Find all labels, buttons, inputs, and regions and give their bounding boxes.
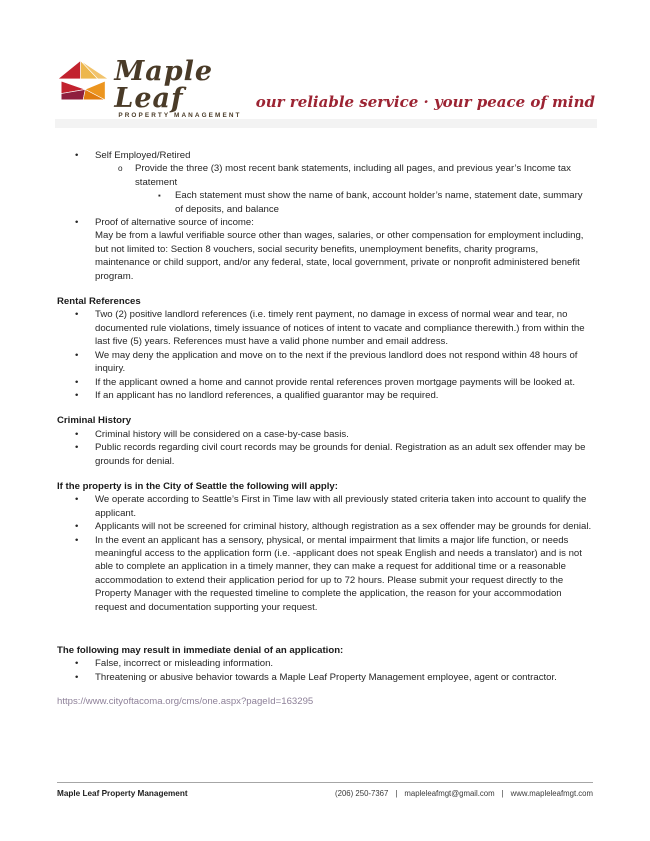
maple-leaf-house-icon <box>57 54 109 107</box>
section-heading: If the property is in the City of Seattle the following will apply: <box>57 480 338 492</box>
bullet-text: Provide the three (3) most recent bank statements, including all pages, and previous year’s Income tax statement <box>135 163 571 188</box>
document-header <box>57 54 595 119</box>
bullet-text: If an applicant has no landlord references, a qualified guarantor may be required. <box>95 389 439 401</box>
bullet-item <box>57 657 593 670</box>
bullet-item <box>57 389 593 402</box>
company-tagline: our reliable service · your peace of mind <box>255 93 595 111</box>
tacoma-rental-code-link[interactable]: https://www.cityoftacoma.org/cms/one.aspx?pageId=163295 <box>57 696 314 708</box>
section-heading: The following may result in immediate denial of an application: <box>57 645 344 656</box>
bullet-disc-icon: • <box>75 442 79 454</box>
company-logo <box>57 54 256 119</box>
footer-website[interactable]: www.mapleleafmgt.com <box>510 789 593 798</box>
document-body <box>57 149 593 709</box>
section-heading: Criminal History <box>57 415 132 427</box>
bullet-text: Two (2) positive landlord references (i.e. timely rent payment, no damage in excess of normal wear and tear, no documented rule violations, timely issuance of notices of intent to vacate and compliance therewith.) from within the last five (5) years. References must have a valid phone number and email address. <box>95 309 585 348</box>
footer-contact <box>335 789 593 798</box>
bullet-disc-icon: • <box>75 428 79 440</box>
bullet-disc-icon: • <box>75 309 79 321</box>
bullet-text: In the event an applicant has a sensory, physical, or mental impairment that limits a major life function, or needs meaningful access to the application form (i.e. -applicant does not speak English and needs a translator) and is not able to complete an application in a timely manner, they can make a request for additional time or a reasonable accommodation to extend their application period for up to 72 hours. Please submit your request directly to the Property Manager with the requested timeline to complete the application, the reason for your accommodation request and documentation supporting your request. <box>95 534 582 613</box>
bullet-item <box>57 534 593 614</box>
footer-separator2: | <box>501 789 504 798</box>
bullet-item <box>57 162 593 189</box>
document-link-row <box>57 695 593 708</box>
bullet-item <box>57 189 593 216</box>
section-heading: Rental References <box>57 296 141 308</box>
bullet-disc-icon: • <box>75 521 79 533</box>
footer-phone: (206) 250-7367 <box>335 789 389 798</box>
footer-company-name: Maple Leaf Property Management <box>57 789 188 798</box>
bullet-item <box>57 671 593 684</box>
document-section <box>57 414 593 468</box>
bullet-disc-icon: • <box>75 389 79 401</box>
document-section <box>57 644 593 684</box>
bullet-disc-icon: • <box>75 494 79 506</box>
document-section <box>57 149 593 283</box>
document-footer <box>57 782 593 798</box>
bullet-item <box>57 376 593 389</box>
bullet-text: If the applicant owned a home and cannot provide rental references proven mortgage payments will be looked at. <box>95 376 575 388</box>
footer-separator: | <box>395 789 398 798</box>
bullet-text: Self Employed/Retired <box>95 150 191 161</box>
bullet-text: False, incorrect or misleading information. <box>95 658 274 670</box>
bullet-item <box>57 493 593 520</box>
bullet-text: Each statement must show the name of bank, account holder’s name, statement date, summary of deposits, and balance <box>175 190 583 215</box>
bullet-disc-icon: • <box>75 534 79 546</box>
bullet-continuation-text: May be from a lawful verifiable source other than wages, salaries, or other compensation for employment including, but not limited to: Section 8 vouchers, social security benefits, unemployment benefits, charity programs, maintenance or child support, and/or any federal, state, local government, private or nonprofit administered benefit program. <box>95 230 584 282</box>
bullet-item <box>57 349 593 376</box>
bullet-disc-icon: • <box>75 658 79 670</box>
footer-email[interactable]: mapleleafmgt@gmail.com <box>404 789 495 798</box>
bullet-text: Applicants will not be screened for criminal history, although registration as a sex offender may be grounds for denial. <box>95 521 592 533</box>
bullet-disc-icon: • <box>75 376 79 388</box>
bullet-circle-icon: o <box>118 164 123 174</box>
bullet-text: Public records regarding civil court records may be grounds for denial. Registration as an adult sex offender may be grounds for denial. <box>95 442 586 467</box>
bullet-disc-icon: • <box>75 671 79 683</box>
bullet-disc-icon: • <box>75 349 79 361</box>
bullet-square-icon: ▪ <box>158 191 161 201</box>
brand-name: Maple Leaf <box>114 56 214 114</box>
document-section <box>57 295 593 402</box>
brand-subtitle: PROPERTY MANAGEMENT <box>118 112 242 119</box>
bullet-item <box>57 149 593 162</box>
brand-block <box>114 58 255 119</box>
bullet-item <box>57 441 593 468</box>
bullet-item <box>57 216 593 229</box>
bullet-item <box>57 308 593 348</box>
header-divider-band <box>55 119 597 128</box>
bullet-text: Criminal history will be considered on a case-by-case basis. <box>95 428 349 440</box>
document-section <box>57 480 593 614</box>
bullet-item <box>57 520 593 533</box>
bullet-item <box>57 428 593 441</box>
bullet-text: We may deny the application and move on to the next if the previous landlord does not respond within 48 hours of inquiry. <box>95 349 578 375</box>
bullet-disc-icon: • <box>75 217 79 229</box>
bullet-text: We operate according to Seattle’s First in Time law with all previously stated criteria taken into account to qualify the applicant. <box>95 494 587 519</box>
bullet-text: Threatening or abusive behavior towards a Maple Leaf Property Management employee, agent or contractor. <box>95 671 557 683</box>
bullet-text: Proof of alternative source of income: <box>95 217 254 229</box>
bullet-disc-icon: • <box>75 150 79 161</box>
